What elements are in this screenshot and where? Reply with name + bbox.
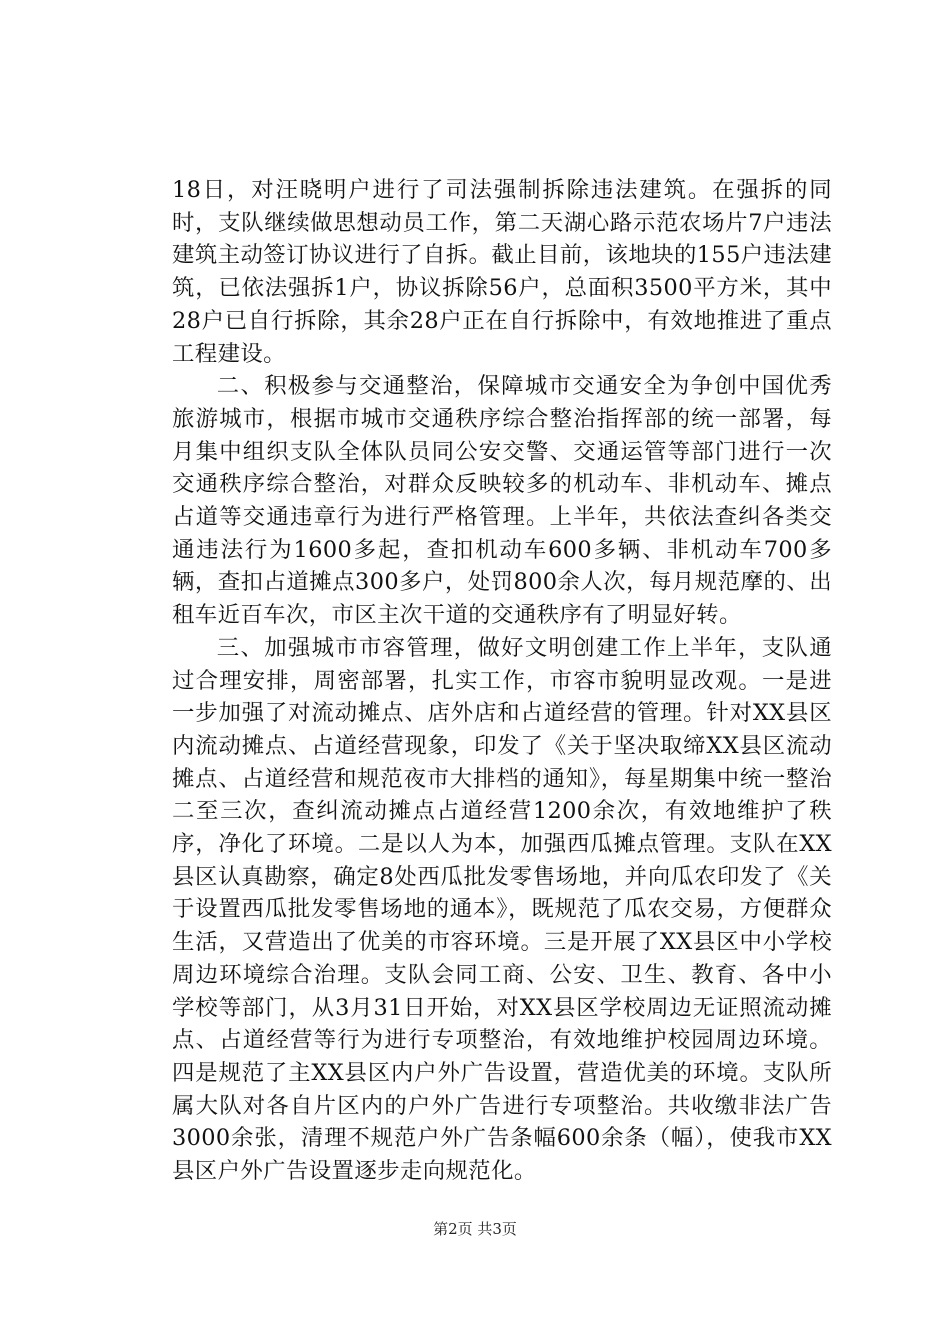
paragraph-traffic-regulation: 二、积极参与交通整治，保障城市交通安全为争创中国优秀旅游城市，根据市城市交通秩序综合整治指挥部的统一部署，每月集中组织支队全体队员同公安交警、交通运管等部门进行一次交通秩序综合整治，对群众反映较多的机动车、非机动车、摊点占道等交通违章行为进行严格管理。上半年，共依法查纠各类交通违法行为1600多起，查扣机动车600多辆、非机动车700多辆，查扣占道摊点300多户，处罚800余人次，每月规范摩的、出租车近百车次，市区主次干道的交通秩序有了明显好转。	[172, 373, 832, 629]
page-footer: 第2页 共3页	[433, 1220, 517, 1238]
paragraph-continuation: 18日，对汪晓明户进行了司法强制拆除违法建筑。在强拆的同时，支队继续做思想动员工作，第二天湖心路示范农场片7户违法建筑主动签订协议进行了自拆。截止目前，该地块的155户违法建筑，已依法强拆1户，协议拆除56户，总面积3500平方米，其中28户已自行拆除，其余28户正在自行拆除中，有效地推进了重点工程建设。	[172, 177, 832, 367]
paragraph-city-appearance: 三、加强城市市容管理，做好文明创建工作上半年，支队通过合理安排，周密部署，扎实工作，市容市貌明显改观。一是进一步加强了对流动摊点、店外店和占道经营的管理。针对XX县区内流动摊点、占道经营现象，印发了《关于坚决取缔XX县区流动摊点、占道经营和规范夜市大排档的通知》，每星期集中统一整治二至三次，查纠流动摊点占道经营1200余次，有效地维护了秩序，净化了环境。二是以人为本，加强西瓜摊点管理。支队在XX县区认真勘察，确定8处西瓜批发零售场地，并向瓜农印发了《关于设置西瓜批发零售场地的通本》，既规范了瓜农交易，方便群众生活，又营造出了优美的市容环境。三是开展了XX县区中小学校周边环境综合治理。支队会同工商、公安、卫生、教育、各中小学校等部门，从3月31日开始，对XX县区学校周边无证照流动摊点、占道经营等行为进行专项整治，有效地维护校园周边环境。四是规范了主XX县区内户外广告设置，营造优美的环境。支队所属大队对各自片区内的户外广告进行专项整治。共收缴非法广告3000余张，清理不规范户外广告条幅600余条（幅），使我市XX县区户外广告设置逐步走向规范化。	[172, 634, 832, 1185]
document-body	[172, 174, 832, 1188]
